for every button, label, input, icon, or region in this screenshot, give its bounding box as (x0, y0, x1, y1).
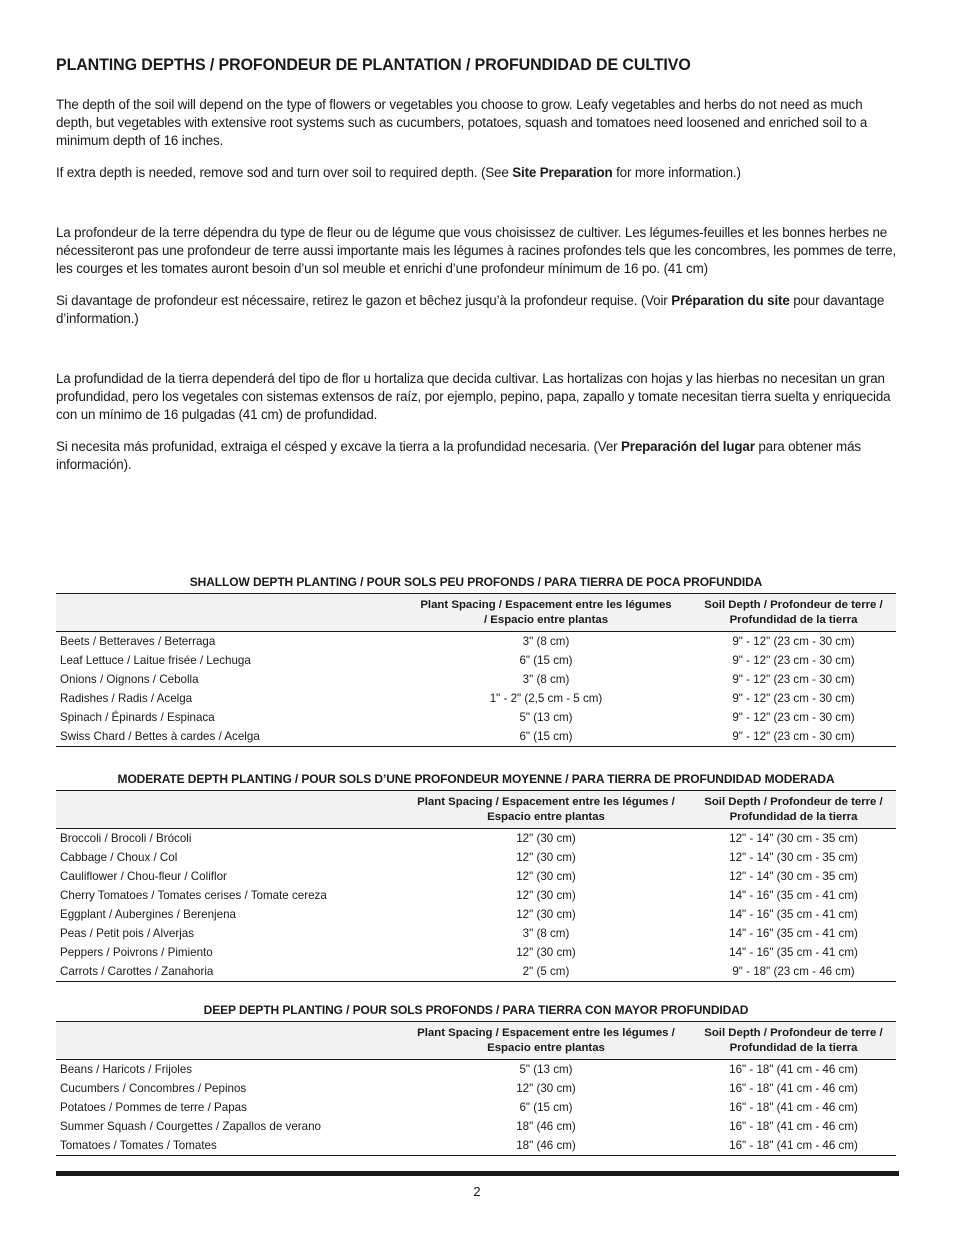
plant-name: Leaf Lettuce / Laitue frisée / Lechuga (60, 654, 251, 667)
plant-spacing: 3" (8 cm) (522, 635, 570, 648)
plant-name: Potatoes / Pommes de terre / Papas (60, 1101, 247, 1114)
plant-column-header (56, 1022, 401, 1060)
table-row (56, 1117, 896, 1136)
plant-spacing: 12" (30 cm) (516, 889, 576, 902)
plant-spacing: 5" (13 cm) (519, 711, 573, 724)
table-row (56, 1136, 896, 1156)
plant-spacing: 12" (30 cm) (516, 832, 576, 845)
footer-rule (56, 1171, 899, 1176)
preparation-du-site-reference: Préparation du site (671, 293, 790, 308)
header-line: Plant Spacing / Espacement entre les légumes / (417, 796, 675, 808)
header-line: Profundidad de la tierra (729, 1042, 858, 1054)
deep-depth-table (56, 1021, 896, 1156)
soil-depth: 12" - 14" (30 cm - 35 cm) (729, 870, 858, 883)
header-line: Plant Spacing / Espacement entre les légumes (420, 599, 672, 611)
soil-depth: 9" - 12" (23 cm - 30 cm) (732, 673, 855, 686)
plant-spacing: 5" (13 cm) (519, 1063, 573, 1076)
moderate-table-title: MODERATE DEPTH PLANTING / POUR SOLS D’UNE PROFONDEUR MOYENNE / PARA TIERRA DE PROFUNDIDAD MODERADA (117, 772, 835, 786)
table-row (56, 848, 896, 867)
soil-depth-header (691, 1022, 896, 1060)
table-row (56, 924, 896, 943)
soil-depth: 16" - 18" (41 cm - 46 cm) (729, 1082, 858, 1095)
plant-spacing: 2" (5 cm) (401, 962, 691, 982)
table-header-row (56, 1022, 896, 1060)
soil-depth: 14" - 16" (35 cm - 41 cm) (729, 889, 858, 902)
plant-spacing-header (401, 1022, 691, 1060)
table-row (56, 1098, 896, 1117)
plant-spacing: 18" (46 cm) (401, 1136, 691, 1156)
plant-spacing: 1" - 2" (2,5 cm - 5 cm) (489, 692, 603, 705)
header-line: Profundidad de la tierra (729, 614, 858, 626)
french-paragraph-1: La profondeur de la terre dépendra du type de fleur ou de légume que vous choisissez de cultiver. Les légumes-feuilles et les bonnes herbes ne nécessiteront pas une profondeur de terre aussi importante mais les légumes à racines profondes tels que les concombres, les pommes de terre, les courges et les tomates auront besoin d’un sol meuble et enrichi d’une profondeur mínimum de 16 po. (41 cm) (56, 225, 897, 276)
soil-depth: 16" - 18" (41 cm - 46 cm) (691, 1136, 896, 1156)
table-row (56, 829, 896, 849)
shallow-table-title: SHALLOW DEPTH PLANTING / POUR SOLS PEU PROFONDS / PARA TIERRA DE POCA PROFUNDIDA (189, 575, 763, 589)
soil-depth: 14" - 16" (35 cm - 41 cm) (729, 908, 858, 921)
plant-name: Carrots / Carottes / Zanahoria (56, 962, 401, 982)
plant-name: Cabbage / Choux / Col (60, 851, 178, 864)
plant-spacing: 3" (8 cm) (522, 673, 570, 686)
soil-depth: 9" - 12" (23 cm - 30 cm) (691, 727, 896, 747)
header-line: / Espacio entre plantas (483, 614, 609, 626)
plant-name: Eggplant / Aubergines / Berenjena (60, 908, 236, 921)
plant-spacing: 12" (30 cm) (516, 908, 576, 921)
soil-depth: 9" - 12" (23 cm - 30 cm) (732, 692, 855, 705)
header-line: Plant Spacing / Espacement entre les légumes / (417, 1027, 675, 1039)
table-header-row (56, 594, 896, 632)
english-p2-text-end: for more information.) (612, 165, 741, 180)
french-p2-text: Si davantage de profondeur est nécessaire, retirez le gazon et bêchez jusqu’à la profondeur requise. (Voir (56, 293, 672, 308)
table-row (56, 651, 896, 670)
spanish-p2-text-end: para obtener más información). (56, 439, 861, 472)
table-row (56, 867, 896, 886)
shallow-depth-table (56, 593, 896, 747)
soil-depth-header (691, 791, 896, 829)
plant-name: Broccoli / Brocoli / Brócoli (60, 832, 192, 845)
plant-name: Swiss Chard / Bettes à cardes / Acelga (56, 727, 401, 747)
soil-depth-header (691, 594, 896, 632)
table-row (56, 1060, 896, 1080)
plant-spacing: 12" (30 cm) (516, 1082, 576, 1095)
soil-depth: 9" - 18" (23 cm - 46 cm) (691, 962, 896, 982)
english-paragraph-2 (56, 164, 902, 182)
deep-table-title: DEEP DEPTH PLANTING / POUR SOLS PROFONDS / PARA TIERRA CON MAYOR PROFUNDIDAD (203, 1003, 749, 1017)
soil-depth: 14" - 16" (35 cm - 41 cm) (729, 927, 858, 940)
plant-spacing-header (401, 791, 691, 829)
plant-spacing: 12" (30 cm) (516, 870, 576, 883)
table-row (56, 905, 896, 924)
page-title: PLANTING DEPTHS / PROFONDEUR DE PLANTATION / PROFUNDIDAD DE CULTIVO (56, 55, 691, 74)
soil-depth: 16" - 18" (41 cm - 46 cm) (729, 1063, 858, 1076)
plant-column-header (56, 594, 401, 632)
plant-name: Beans / Haricots / Frijoles (60, 1063, 193, 1076)
plant-name: Onions / Oignons / Cebolla (60, 673, 199, 686)
plant-spacing-header (401, 594, 691, 632)
soil-depth: 9" - 12" (23 cm - 30 cm) (732, 711, 855, 724)
french-paragraph-2 (56, 292, 902, 328)
soil-depth: 16" - 18" (41 cm - 46 cm) (729, 1120, 858, 1133)
header-line: Soil Depth / Profondeur de terre / (704, 1027, 883, 1039)
plant-name: Cherry Tomatoes / Tomates cerises / Tomate cereza (60, 889, 327, 902)
plant-name: Cauliflower / Chou-fleur / Coliflor (60, 870, 227, 883)
table-row (56, 962, 896, 982)
plant-spacing: 3" (8 cm) (522, 927, 570, 940)
soil-depth: 16" - 18" (41 cm - 46 cm) (729, 1101, 858, 1114)
table-row (56, 727, 896, 747)
plant-name: Radishes / Radis / Acelga (60, 692, 193, 705)
soil-depth: 12" - 14" (30 cm - 35 cm) (729, 832, 858, 845)
plant-name: Peppers / Poivrons / Pimiento (60, 946, 213, 959)
table-header-row (56, 791, 896, 829)
soil-depth: 14" - 16" (35 cm - 41 cm) (729, 946, 858, 959)
table-row (56, 1079, 896, 1098)
site-preparation-reference: Site Preparation (512, 165, 613, 180)
plant-spacing: 12" (30 cm) (516, 851, 576, 864)
plant-spacing: 6" (15 cm) (401, 727, 691, 747)
plant-spacing: 6" (15 cm) (519, 654, 573, 667)
table-row (56, 708, 896, 727)
english-p2-text: If extra depth is needed, remove sod and turn over soil to required depth. (See (56, 165, 513, 180)
spanish-paragraph-2 (56, 438, 902, 474)
plant-name: Beets / Betteraves / Beterraga (60, 635, 216, 648)
spanish-p2-text: Si necesita más profunidad, extraiga el césped y excave la tierra a la profundidad necesaria. (Ver (56, 439, 621, 454)
plant-name: Tomatoes / Tomates / Tomates (56, 1136, 401, 1156)
header-line: Soil Depth / Profondeur de terre / (704, 796, 883, 808)
table-row (56, 632, 896, 652)
moderate-depth-table (56, 790, 896, 982)
plant-spacing: 12" (30 cm) (516, 946, 576, 959)
plant-column-header (56, 791, 401, 829)
table-row (56, 689, 896, 708)
table-row (56, 943, 896, 962)
soil-depth: 12" - 14" (30 cm - 35 cm) (729, 851, 858, 864)
spanish-paragraph-1: La profundidad de la tierra dependerá del tipo de flor u hortaliza que decida cultivar. Las hortalizas con hojas y las hierbas no necesitan un gran profundidad, pero los vegetales con sistemas extensos de raíz, por ejemplo, pepino, papa, zapallo y tomate necesitan tierra suelta y enriquecida con un mínimo de 16 pulgadas (41 cm) de profundidad. (56, 371, 891, 422)
header-line: Profundidad de la tierra (729, 811, 858, 823)
table-row (56, 670, 896, 689)
soil-depth: 9" - 12" (23 cm - 30 cm) (732, 654, 855, 667)
plant-name: Spinach / Épinards / Espinaca (60, 711, 215, 724)
plant-spacing: 6" (15 cm) (519, 1101, 573, 1114)
plant-name: Peas / Petit pois / Alverjas (60, 927, 195, 940)
french-p2-text-end: pour davantage d’information.) (56, 293, 885, 326)
table-row (56, 886, 896, 905)
preparacion-del-lugar-reference: Preparación del lugar (621, 439, 755, 454)
plant-name: Cucumbers / Concombres / Pepinos (60, 1082, 247, 1095)
plant-name: Summer Squash / Courgettes / Zapallos de verano (60, 1120, 321, 1133)
english-paragraph-1: The depth of the soil will depend on the type of flowers or vegetables you choose to grow. Leafy vegetables and herbs do not need as much depth, but vegetables with extensive root systems such as cucumbers, potatoes, squash and tomatoes need loosened and enriched soil to a minimum depth of 16 inches. (56, 97, 868, 148)
page-number: 2 (473, 1184, 481, 1199)
header-line: Espacio entre plantas (487, 1042, 605, 1054)
header-line: Soil Depth / Profondeur de terre / (704, 599, 883, 611)
header-line: Espacio entre plantas (487, 811, 605, 823)
plant-spacing: 18" (46 cm) (516, 1120, 576, 1133)
soil-depth: 9" - 12" (23 cm - 30 cm) (732, 635, 855, 648)
